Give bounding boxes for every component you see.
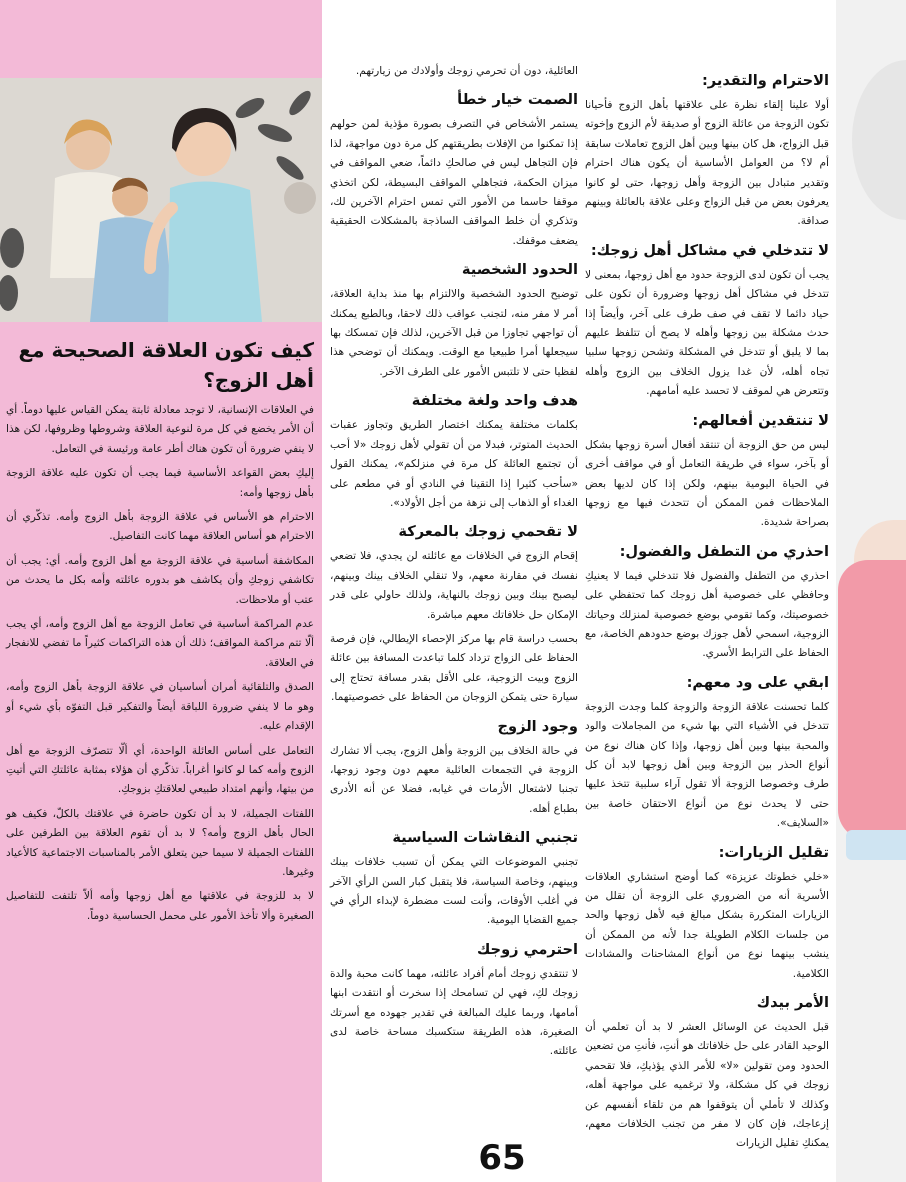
section-paragraph: توضيح الحدود الشخصية والالتزام بها منذ بداية العلاقة، أمر لا مفر منه، لتجنب عواقب ذلك لاحقا، وبالطبع يمكنك أن تواجهي تجاوزا من قبل الآخرين، لذلك فإن تمسكك بها سيجعلها أمرا طبيعيا مع الوقت. ويمكنك أن توضحي هذا لفظيا حتى لا تلتبس الأمور على الطرف الآخر. — [330, 288, 578, 378]
article-paragraph: في العلاقات الإنسانية، لا توجد معادلة ثابتة يمكن القياس عليها دوماً. أي أن الأمر يخضع في كل مرة لنوعية العلاقة وشروطها وظروفها، لكن هذا لا ينفي ضرورة أن تكون هناك أطر عامة ورئيسة في التعامل. — [6, 404, 314, 455]
section-paragraph: قبل الحديث عن الوسائل العشر لا بد أن تعلمي أن الوحيد القادر على حل خلافاتك هو أنتِ، فأنتِ من تضعين الحدود ومن تقولين «لا» للأمر الذي يؤذيكِ، فلا تقحمي زوجك في كل مشكلة، ولا ترغميه على مواجهة أهله، وكذلك لا تأملي أن يتوقفوا هم من تلقاء أنفسهم عن إزعاجك، فإن كان لا مفر من تجنب الخلافات معهم، يمكنكِ تقليل الزيارات — [585, 1021, 829, 1150]
strip-shape — [838, 560, 906, 840]
strip-shape — [852, 60, 906, 220]
article-paragraph: عدم المراكمة أساسية في تعامل الزوجة مع أهل الزوج وأمه، أي يجب ألّا تتم مراكمة المواقف؛ ذلك أن هذه التراكمات كثيراً ما تفضي للانفجار في العلاقة. — [6, 618, 314, 669]
section-heading: الاحترام والتقدير: — [701, 72, 829, 89]
section-heading: احذري من التطفل والفضول: — [619, 542, 829, 560]
strip-shape — [846, 830, 906, 860]
section-heading: تقليل الزيارات: — [718, 843, 829, 861]
section-paragraph: أولا علينا إلقاء نظرة على علاقتها بأهل الزوج فأحيانا تكون الزوجة من عائلة الزوج أو صديقة لأم الزوج وإخوته قبل الزواج، هل كان بينها وبين أهل الزوج تعاملات سابقة أم لا؟ من العوامل الأساسية أن يكون هناك احترام وتقدير متبادل بين الزوجة وأهل زوجها، حتى لو كانوا يعرفون بعض من قبل الزواج وعلى علاقة بالعائلة وبينهم صداقة. — [585, 99, 829, 228]
section-paragraph: بحسب دراسة قام بها مركز الإحصاء الإيطالي، فإن فرصة الحفاظ على الزواج تزداد كلما تباعدت المسافة بين عائلة الزوج وبيت الزوجية، على الأقل بقدر مسافة تحتاج إلى سيارة حتى يتمكن الزوجان من الحفاظ على خصوصيتهما. — [330, 632, 578, 704]
right-column — [585, 62, 829, 1159]
section-paragraph: لا تنتقدي زوجك أمام أفراد عائلته، مهما كانت محبة والدة زوجك لكِ، فهي لن تسامحك إذا سخرت أو انتقدت ابنها أمامها، وربما عليك المبالغة في تقدير جهوده مع أسرتك الصغيرة، هذه الطريقة ستكسبك مساحة خاصة لدى عائلته. — [330, 967, 578, 1058]
section-paragraph: إقحام الزوج في الخلافات مع عائلته لن يجدي، فلا تضعي نفسك في مقارنة معهم، ولا تنقلي الخلاف بينك وبينهم، ليصبح بينك وبين زوجك بالنهاية، ولذلك حاولي على قدر الإمكان حل خلافاتك معهم مباشرة. — [330, 550, 578, 621]
article-paragraph: المكاشفة أساسية في علاقة الزوجة مع أهل الزوج وأمه. أي: يجب أن تكاشفي زوجكِ وأن يكاشف هو بدوره عائلته وأمه بكل ما يحدث من عتب أو ملاحظات. — [6, 554, 314, 606]
section-paragraph: في حالة الخلاف بين الزوجة وأهل الزوج، يجب ألا تشارك الزوجة في التجمعات العائلية معهم دون وجود زوجها، تجنبا لاشتعال الأزمات في غيابه، فضلا عن أنه الأدرى بطباع أهله. — [330, 744, 578, 815]
section-heading: ابقي على ود معهم: — [686, 673, 829, 691]
section-paragraph: تجنبي الموضوعات التي يمكن أن تسبب خلافات بينك وبينهم، وخاصة السياسة، فلا يتقبل كبار السن الرأي الآخر في أغلب الأوقات، وأنت لست مضطرة لإبداء الرأي في جميع القضايا اليومية. — [330, 856, 578, 927]
section-heading: احترمي زوجك — [476, 940, 578, 958]
section-heading: لا تتدخلي في مشاكل أهل زوجك: — [590, 241, 829, 259]
section-paragraph: بكلمات مختلفة يمكنك اختصار الطريق وتجاوز عقبات الحديث المتوتر، فبدلا من أن تقولي لأهل زوجك «لا أحب أن تجتمع العائلة كل مرة في منزلكم»، يمكنك القول «سأحب كثيرا إذا التقينا في النادي أو في مطعم على الغداء أو الذهاب إلى نزهة من أجل الأولاد». — [330, 419, 578, 509]
section-heading: الأمر بيدك — [756, 994, 829, 1012]
section-paragraph: يستمر الأشخاص في التصرف بصورة مؤذية لمن حولهم إذا تمكنوا من الإفلات بطريقتهم كل مرة دون مواجهة، لذا فإن التجاهل ليس في صالحكِ دائماً، ضعي المواقف في ميزان الحكمة، فتجاهلي المواقف البسيطة، لكن اتخذي موقفا حاسما من الأمور التي تمس احترام الآخرين لك، وتذكري أن خلط المواقف الساذجة بالمشكلات الحقيقية يضعف موقفك. — [330, 118, 578, 247]
section-heading: الصمت خيار خطأ — [457, 91, 578, 109]
section-heading: الحدود الشخصية — [461, 261, 578, 279]
section-heading: لا تقحمي زوجك بالمعركة — [398, 523, 578, 541]
middle-column — [330, 62, 578, 1067]
right-edge-photo-strip — [836, 0, 906, 1182]
column-intro: العائلية، دون أن تحرمي زوجك وأولادك من زيارتهم. — [355, 65, 578, 77]
section-paragraph: «خلي خطوتك عزيزة» كما أوضح استشاري العلاقات الأسرية أنه من الضروري على الزوجة أن تقلل من الزيارات المتكررة بشكل مبالغ فيه لأهل زوجها والحد من جلسات الكلام الطويلة جدا لأنه من الممكن أن ينشب بينهما نوع من أنواع المشاحنات والمشادات الكلامية. — [585, 870, 829, 980]
section-paragraph: كلما تحسنت علاقة الزوجة والزوجة كلما وجدت الزوجة تتدخل في الأشياء التي بها شيء من المجاملات والود والمحبة بينها وبين أهل زوجها، وإذا كان هناك نوع من أنواع الحذر بين الزوجة وبين أهل زوجها لابد أن كل طرف وخصوصا الزوجة ألا تقول آراء سلبية تتخذ عليها حتى لا يحدث نوع من أنواع الاحتقان خاصة بين «السلايف». — [585, 700, 829, 830]
family-conflict-photo — [0, 78, 322, 322]
section-heading: لا تنتقدين أفعالهم: — [692, 411, 829, 429]
article-paragraph: التعامل على أساس العائلة الواحدة، أي ألّا تتصرّف الزوجة مع أهل الزوج وأمه كما لو كانوا أغراباً. تذكّري أن هؤلاء بمثابة عائلتكِ التي أتيتِ من بيتها، وأنهم امتداد طبيعي لعلاقتكِ بزوجكِ. — [6, 744, 314, 796]
article-title: كيف تكون العلاقة الصحيحة مع أهل الزوج؟ — [18, 338, 314, 392]
section-heading: وجود الزوج — [497, 717, 578, 735]
section-heading: تجنبي النقاشات السياسية — [392, 829, 578, 847]
section-paragraph: احذري من التطفل والفضول فلا تتدخلي فيما لا يعنيكِ وحافظي على خصوصية أهل زوجك كما تحتفظي على خصوصيتك، وكما تقومي بوضع خصوصية لمنزلك وحياتك الزوجية، اسمحي لأهل جوزك بوضع حدودهم الخاصة، مع الحفاظ على الترابط الأسري. — [585, 569, 829, 660]
section-paragraph: يجب أن تكون لدى الزوجة حدود مع أهل زوجها، بمعنى لا تتدخل في مشاكل أهل زوجها وضرورة أن تكون على حياد دائما لا تقف في صف طرف على آخر، وأيضاً إذا حدث مشكلة بين زوجها وأهله لا يصح أن تتلفظ عليهم بما لا يليق أو تتدخل في المشكلة وتشحن زوجها سلبيا تجاه أهله، لأن غدا يزول الخلاف بين الزوج وأهله وتتعرض هي لموقف لا تحسد عليه أمامهم. — [585, 268, 829, 398]
section-heading: هدف واحد ولغة مختلفة — [411, 392, 578, 410]
article-paragraph: الصدق والتلقائية أمران أساسيان في علاقة الزوجة بأهل الزوج وأمه، وهو ما لا ينفي ضرورة اللباقة أيضاً والتفكير قبل التفوّه بأي شيء أو الإقدام عليه. — [6, 681, 314, 733]
left-article — [6, 335, 314, 931]
section-paragraph: ليس من حق الزوجة أن تنتقد أفعال أسرة زوجها بشكل أو بآخر، سواء في طريقة التعامل أو في مواقف أخرى في الحياة اليومية بينهم، ولكن إذا كان لديها بعض الملاحظات فمن الممكن أن تتحدث فيها مع زوجها بصراحة شديدة. — [585, 438, 829, 529]
article-paragraph: اللفتات الجميلة، لا بد أن تكون حاضرة في علاقتك بالكلّ، فكيف هو الحال بأهل الزوج وأمه؟ لا بد أن تقوم العلاقة بين الطرفين على اللفتات الجميلة لا سيما حين يتعلق الأمر بالمناسبات الاجتماعية كالأعياد وغيرها. — [6, 807, 314, 878]
article-paragraph: إليكِ بعض القواعد الأساسية فيما يجب أن تكون عليه علاقة الزوجة بأهل زوجها وأمه: — [6, 467, 314, 499]
article-paragraph: الاحترام هو الأساس في علاقة الزوجة بأهل الزوج وأمه. تذكّري أن الاحترام هو أساس العلاقة مهما كانت التفاصيل. — [6, 511, 314, 543]
page-number: 65 — [478, 1138, 526, 1178]
article-paragraph: لا بد للزوجة في علاقتها مع أهل زوجها وأمه ألاّ تلتفت للتفاصيل الصغيرة وألا تأخذ الأمور على محمل الحساسية دوماً. — [6, 890, 314, 922]
